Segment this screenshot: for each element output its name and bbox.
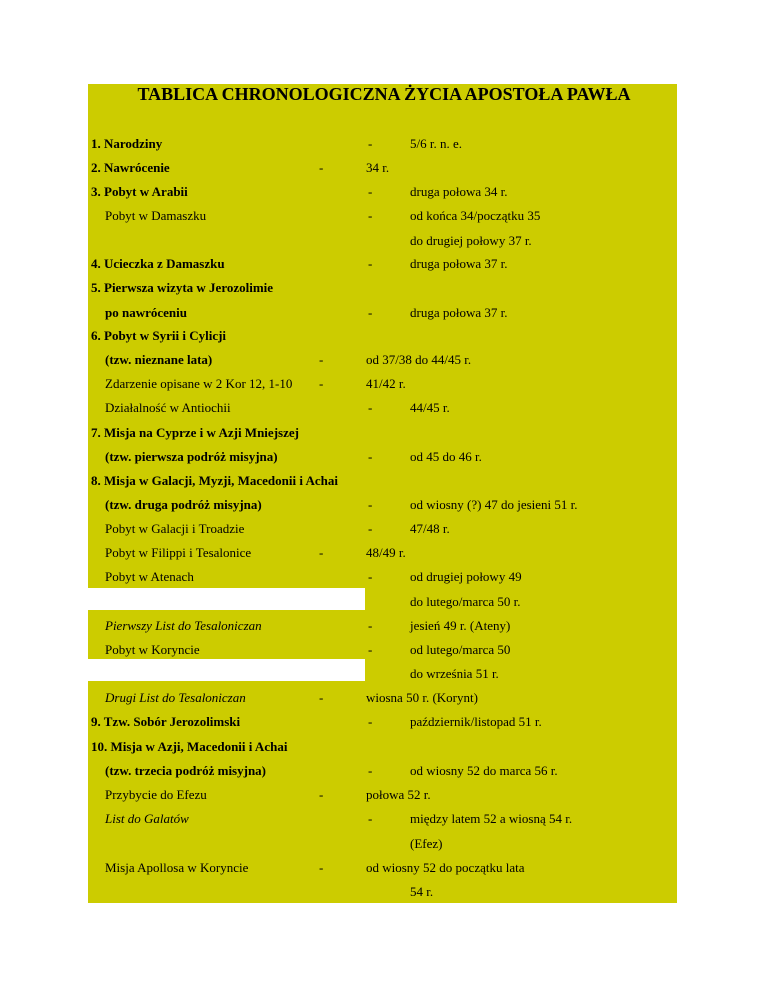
row-value-continued: do września 51 r. — [410, 666, 499, 681]
dash: - — [368, 642, 373, 657]
row-label: List do Galatów — [105, 811, 189, 826]
row-value: od wiosny (?) 47 do jesieni 51 r. — [410, 497, 578, 512]
dash: - — [368, 449, 373, 464]
row-value-continued: do lutego/marca 50 r. — [410, 594, 521, 609]
row-value-continued: 54 r. — [410, 884, 434, 899]
row-label: Pobyt w Atenach — [105, 569, 194, 584]
row-value: druga połowa 37 r. — [410, 256, 508, 271]
row-label: Pobyt w Galacji i Troadzie — [105, 521, 245, 536]
row-label: Misja Apollosa w Koryncie — [105, 860, 249, 875]
row-value-continued: (Efez) — [410, 836, 443, 851]
row-label: Pobyt w Damaszku — [105, 208, 207, 223]
row-value: druga połowa 34 r. — [410, 184, 508, 199]
dash: - — [368, 305, 373, 320]
page-title: TABLICA CHRONOLOGICZNA ŻYCIA APOSTOŁA PAWŁA — [137, 84, 631, 104]
section-heading: 10. Misja w Azji, Macedonii i Achai — [91, 739, 288, 754]
row-label: Pierwszy List do Tesaloniczan — [105, 618, 262, 633]
section-heading: 8. Misja w Galacji, Myzji, Macedonii i Achai — [91, 473, 338, 488]
row-label: Zdarzenie opisane w 2 Kor 12, 1-10 — [105, 376, 293, 391]
row-value: od wiosny 52 do marca 56 r. — [410, 763, 558, 778]
row-value: wiosna 50 r. (Korynt) — [366, 690, 478, 705]
row-value: jesień 49 r. (Ateny) — [410, 618, 511, 633]
dash: - — [319, 787, 324, 802]
row-value: między latem 52 a wiosną 54 r. — [410, 811, 573, 826]
row-label: 9. Tzw. Sobór Jerozolimski — [91, 714, 241, 729]
row-value-continued: do drugiej połowy 37 r. — [410, 233, 532, 248]
row-label: Działalność w Antiochii — [105, 400, 231, 415]
dash: - — [368, 521, 373, 536]
row-label: (tzw. nieznane lata) — [105, 352, 213, 367]
row-value: od lutego/marca 50 — [410, 642, 511, 657]
dash: - — [319, 160, 324, 175]
dash: - — [368, 763, 373, 778]
row-value: od wiosny 52 do początku lata — [366, 860, 525, 875]
dash: - — [368, 184, 373, 199]
row-value: od końca 34/początku 35 — [410, 208, 541, 223]
dash: - — [368, 811, 373, 826]
row-value: od 37/38 do 44/45 r. — [366, 352, 472, 367]
section-heading: 7. Misja na Cyprze i w Azji Mniejszej — [91, 425, 299, 440]
row-value: 34 r. — [366, 160, 390, 175]
chronology-table — [88, 84, 677, 903]
row-value: 41/42 r. — [366, 376, 406, 391]
dash: - — [368, 256, 373, 271]
row-value: 48/49 r. — [366, 545, 406, 560]
row-value: 44/45 r. — [410, 400, 450, 415]
dash: - — [368, 497, 373, 512]
dash: - — [368, 618, 373, 633]
dash: - — [319, 376, 324, 391]
dash: - — [368, 208, 373, 223]
section-heading: 5. Pierwsza wizyta w Jerozolimie — [91, 280, 274, 295]
row-value: październik/listopad 51 r. — [410, 714, 542, 729]
row-label: (tzw. pierwsza podróż misyjna) — [105, 449, 278, 464]
row-label: (tzw. trzecia podróż misyjna) — [105, 763, 267, 778]
row-label: po nawróceniu — [105, 305, 187, 320]
dash: - — [368, 714, 373, 729]
white-gap — [88, 588, 365, 610]
row-label: Drugi List do Tesaloniczan — [105, 690, 246, 705]
row-label: 1. Narodziny — [91, 136, 163, 151]
row-label: Przybycie do Efezu — [105, 787, 207, 802]
dash: - — [368, 136, 373, 151]
dash: - — [319, 545, 324, 560]
row-value: od 45 do 46 r. — [410, 449, 482, 464]
row-label: Pobyt w Filippi i Tesalonice — [105, 545, 252, 560]
row-label: 2. Nawrócenie — [91, 160, 170, 175]
row-value: 47/48 r. — [410, 521, 450, 536]
row-label: 4. Ucieczka z Damaszku — [91, 256, 225, 271]
dash: - — [319, 690, 324, 705]
row-value: 5/6 r. n. e. — [410, 136, 462, 151]
dash: - — [368, 400, 373, 415]
section-heading: 6. Pobyt w Syrii i Cylicji — [91, 328, 227, 343]
dash: - — [319, 352, 324, 367]
dash: - — [368, 569, 373, 584]
row-label: Pobyt w Koryncie — [105, 642, 200, 657]
white-gap — [88, 659, 365, 681]
row-label: 3. Pobyt w Arabii — [91, 184, 188, 199]
row-label: (tzw. druga podróż misyjna) — [105, 497, 262, 512]
row-value: połowa 52 r. — [366, 787, 431, 802]
row-value: od drugiej połowy 49 — [410, 569, 522, 584]
row-value: druga połowa 37 r. — [410, 305, 508, 320]
dash: - — [319, 860, 324, 875]
